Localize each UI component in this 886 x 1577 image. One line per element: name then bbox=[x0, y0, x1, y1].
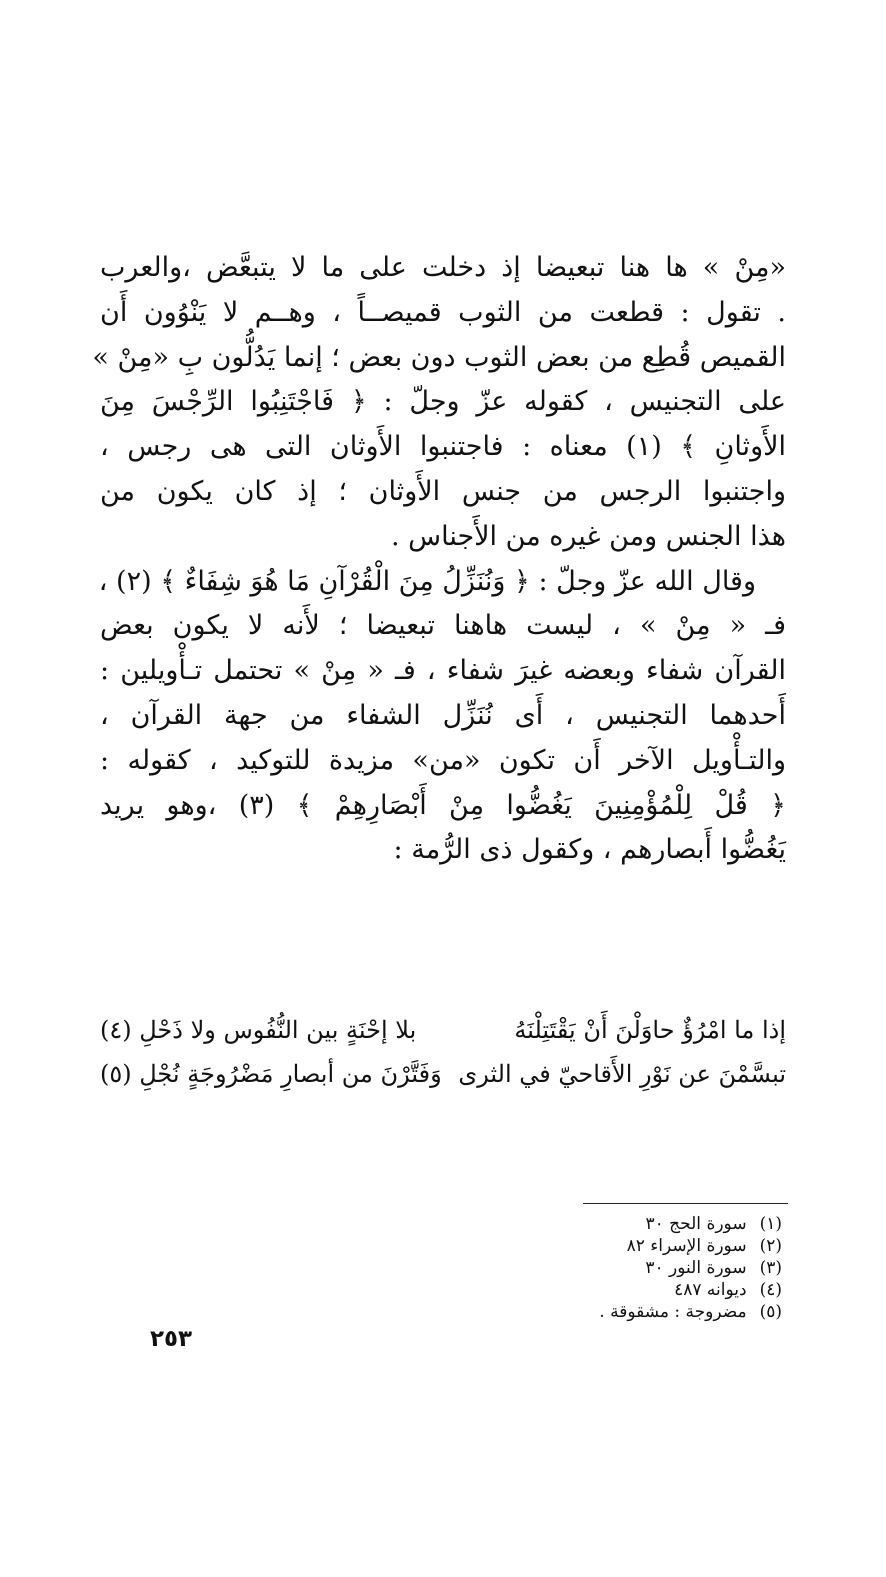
footnote-number: (٤) bbox=[759, 1280, 782, 1300]
footnote-divider bbox=[583, 1203, 788, 1204]
text-line: أَحدهما التجنيس ، أَى نُنَزِّل الشفاء من جهة القرآن ، bbox=[100, 699, 787, 731]
verse-second-hemistich: وَفَتَّرْنَ من أبصارِ مَضْرُوجَةٍ نُجْلِ (٥) bbox=[100, 1060, 442, 1088]
footnote-item bbox=[420, 1257, 782, 1279]
text-line: يَغُضُّوا أَبصارهم ، وكقول ذى الرُّمة : bbox=[393, 834, 786, 866]
poetry-verses bbox=[100, 1008, 786, 1096]
main-text bbox=[92, 246, 787, 873]
verse-first-hemistich: إذا ما امْرُؤٌ حاوَلْنَ أَنْ يَقْتَتِلْنَهُ bbox=[514, 1016, 786, 1044]
footnote-item bbox=[420, 1279, 782, 1301]
text-line: القرآن شفاء وبعضه غيرَ شفاء ، فـ « مِنْ » تحتمل تـأْويلين : bbox=[100, 655, 786, 687]
text-line: «مِنْ » ها هنا تبعيضا إذ دخلت على ما لا يتبعَّض ،والعرب bbox=[100, 252, 786, 283]
footnotes bbox=[420, 1213, 782, 1323]
footnote-item bbox=[420, 1235, 782, 1257]
footnote-item bbox=[420, 1213, 782, 1235]
text-line: القميص قُطِع من بعض الثوب دون بعض ؛ إنما يَدُلُّون بِ «مِنْ » bbox=[92, 341, 786, 373]
footnote-number: (١) bbox=[759, 1214, 782, 1234]
text-line: والتـأْويل الآخر أَن تكون «من» مزيدة للتوكيد ، كقوله : bbox=[100, 744, 786, 776]
footnote-text: مضروجة : مشقوقة . bbox=[599, 1302, 747, 1322]
footnote-text: سورة النور ٣٠ bbox=[645, 1258, 747, 1278]
footnote-number: (٢) bbox=[759, 1236, 782, 1256]
footnote-text: سورة الحج ٣٠ bbox=[645, 1214, 747, 1234]
text-line: واجتنبوا الرجس من جنس الأَوثان ؛ إذ كان يكون من bbox=[100, 475, 786, 507]
footnote-number: (٥) bbox=[759, 1302, 782, 1322]
verse-line bbox=[100, 1008, 786, 1052]
text-line: هذا الجنس ومن غيره من الأَجناس . bbox=[390, 520, 786, 552]
verse-line bbox=[100, 1052, 786, 1096]
footnote-text: سورة الإسراء ٨٢ bbox=[626, 1236, 747, 1256]
footnote-number: (٣) bbox=[759, 1258, 782, 1278]
page-number: ٢٥٣ bbox=[149, 1326, 193, 1352]
text-line: ﴿ قُلْ لِلْمُؤْمِنِينَ يَغُضُّوا مِنْ أَبْصَارِهِمْ ﴾ (٣) ،وهو يريد bbox=[100, 789, 786, 821]
verse-second-hemistich: بلا إحْنَةٍ بين النُّفُوس ولا ذَحْلِ (٤) bbox=[100, 1016, 417, 1044]
text-line: . تقول : قطعت من الثوب قميصــاً ، وهــم لا يَنْوُون أَن bbox=[100, 296, 786, 328]
text-line: وقال الله عزّ وجلّ : ﴿ وَنُنَزِّلُ مِنَ الْقُرْآنِ مَا هُوَ شِفَاءٌ ﴾ (٢) ، bbox=[98, 565, 756, 597]
footnote-text: ديوانه ٤٨٧ bbox=[674, 1280, 747, 1300]
text-line: على التجنيس ، كقوله عزّ وجلّ : ﴿ فَاجْتَنِبُوا الرِّجْسَ مِنَ bbox=[100, 386, 786, 418]
footnote-item bbox=[420, 1301, 782, 1323]
text-line: الأَوثانِ ﴾ (١) معناه : فاجتنبوا الأَوثان التى هى رجس ، bbox=[100, 431, 787, 463]
text-line: فـ « مِنْ » ، ليست هاهنا تبعيضا ؛ لأَنه لا يكون بعض bbox=[100, 610, 786, 642]
verse-first-hemistich: تبسَّمْنَ عن نَوْرِ الأَقاحيّ في الثرى bbox=[458, 1060, 786, 1088]
